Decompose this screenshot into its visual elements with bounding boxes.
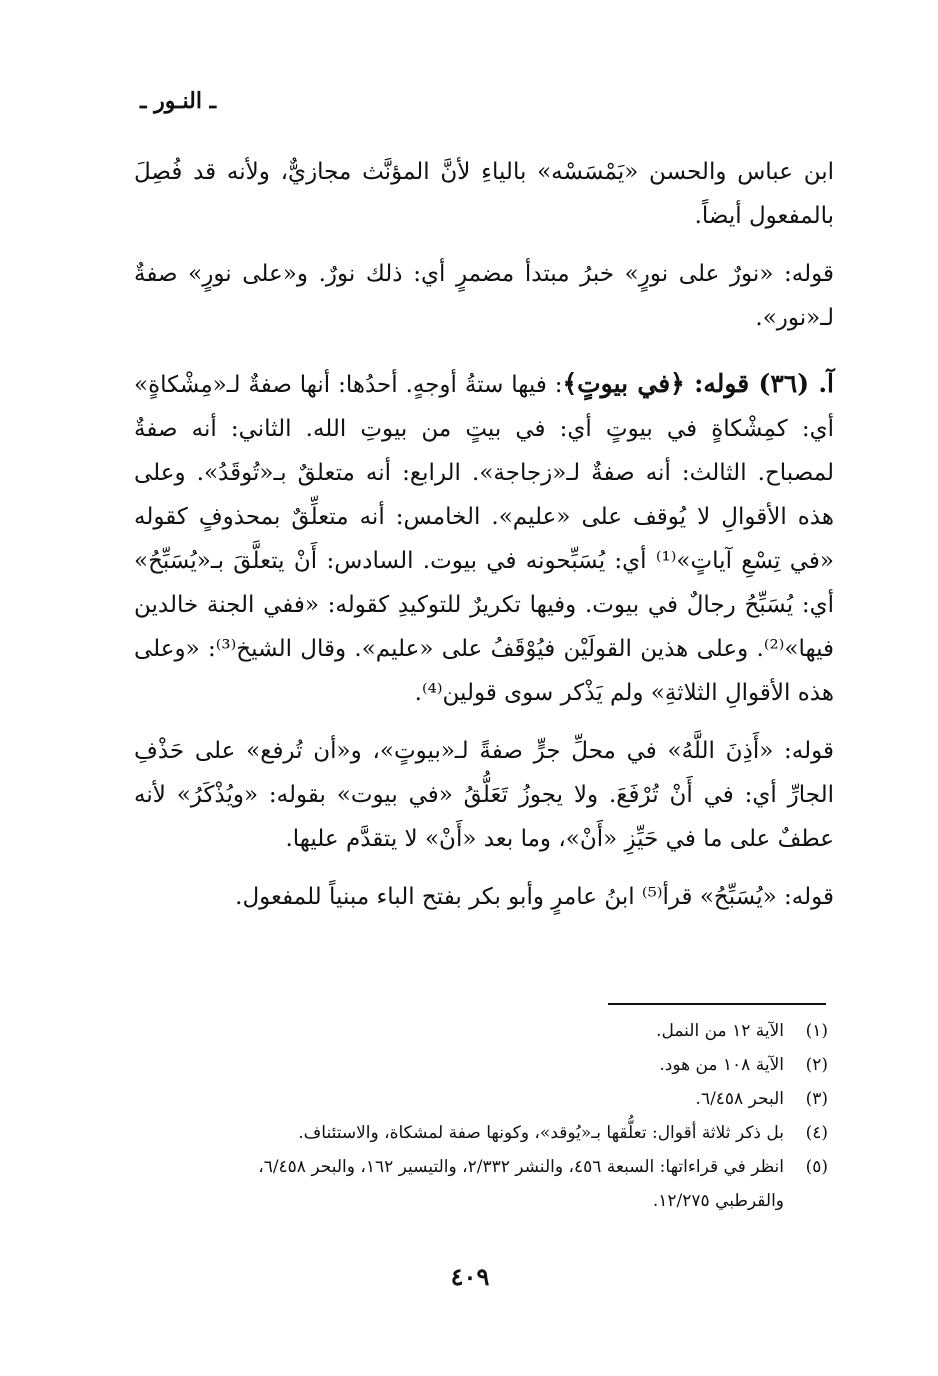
- footnote-number: (٣): [805, 1089, 828, 1109]
- footnote-5: [200, 1150, 828, 1218]
- footnote-text: بل ذكر ثلاثة أقوال: تعلُّقها بـ«يُوقد»، وكونها صفة لمشكاة، والاستئناف.: [298, 1123, 784, 1143]
- main-text: [134, 150, 834, 919]
- running-header: ـ النـور ـ: [140, 88, 217, 114]
- paragraph-3: آ. (٣٦) قوله: ﴿في بيوتٍ﴾: فيها ستةُ أوجهٍ. أحدُها: أنها صفةٌ لـ«مِشْكاةٍ» أي: كمِشْكاةٍ في بيوتٍ أي: في بيتٍ من بيوتِ الله. الثاني: أنه صفةٌ لمصباح. الثالث: أنه صفةٌ لـ«زجاجة». الرابع: أنه متعلقٌ بـ«تُوقَدُ». وعلى هذه الأقوالِ لا يُوقف على «عليم». الخامس: أنه متعلِّقٌ بمحذوفٍ كقوله «في تِسْعِ آياتٍ»⁽¹⁾ أي: يُسَبِّحونه في بيوت. السادس: أَنْ يتعلَّقَ بـ«يُسَبِّحُ» أي: يُسَبِّحُ رجالٌ في بيوت. وفيها تكريرٌ للتوكيدِ كقوله: «ففي الجنة خالدين فيها»⁽²⁾. وعلى هذين القولَيْن فيُوْقَفُ على «عليم». وقال الشيخ⁽³⁾: «وعلى هذه الأقوالِ الثلاثةِ» ولم يَذْكر سوى قولين⁽⁴⁾.: [134, 369, 834, 706]
- footnote-3: [200, 1082, 828, 1116]
- footnote-text: الآية ١٢ من النمل.: [656, 1021, 784, 1041]
- page-number: ٤٠٩: [450, 1262, 490, 1291]
- footnote-4: [200, 1116, 828, 1150]
- footnote-number: (١): [805, 1021, 828, 1041]
- section-lead: آ. (٣٦) قوله: ﴿في بيوتٍ﴾: [562, 369, 834, 398]
- footnote-text: الآية ١٠٨ من هود.: [659, 1055, 784, 1075]
- footnote-2: [200, 1048, 828, 1082]
- paragraph-5: قوله: «يُسَبِّحُ» قرأ⁽⁵⁾ ابنُ عامرٍ وأبو بكر بفتح الباء مبنياً للمفعول.: [235, 884, 834, 910]
- footnote-number: (٤): [805, 1123, 828, 1143]
- footnote-separator: [608, 1003, 826, 1005]
- footnote-1: [200, 1014, 828, 1048]
- paragraph-1: ابن عباس والحسن «يَمْسَسْه» بالياءِ لأنَّ المؤنَّث مجازيٌّ، ولأنه قد فُصِلَ بالمفعول أيضاً.: [134, 159, 834, 229]
- paragraph-2: قوله: «نورٌ على نورٍ» خبرُ مبتدأ مضمرٍ أي: ذلك نورٌ. و«على نورٍ» صفةٌ لـ«نور».: [134, 261, 834, 331]
- footnote-text: انظر في قراءاتها: السبعة ٤٥٦، والنشر ٢/٣٣٢، والتيسير ١٦٢، والبحر ٦/٤٥٨، والقرطبي ١٢/٢٧٥.: [258, 1157, 784, 1211]
- paragraph-4: قوله: «أَذِنَ اللَّهُ» في محلِّ جرٍّ صفةً لـ«بيوتٍ»، و«أن تُرفع» على حَذْفِ الجارِّ أي: في أَنْ تُرْفَعَ. ولا يجوزُ تَعَلُّقُ «في بيوت» بقوله: «ويُذْكَرُ» لأنه عطفٌ على ما في حَيِّزِ «أَنْ»، وما بعد «أَنْ» لا يتقدَّم عليها.: [134, 738, 834, 852]
- footnotes: [200, 1014, 828, 1218]
- footnote-number: (٥): [805, 1157, 828, 1177]
- footnote-text: البحر ٦/٤٥٨.: [695, 1089, 784, 1109]
- footnote-number: (٢): [805, 1055, 828, 1075]
